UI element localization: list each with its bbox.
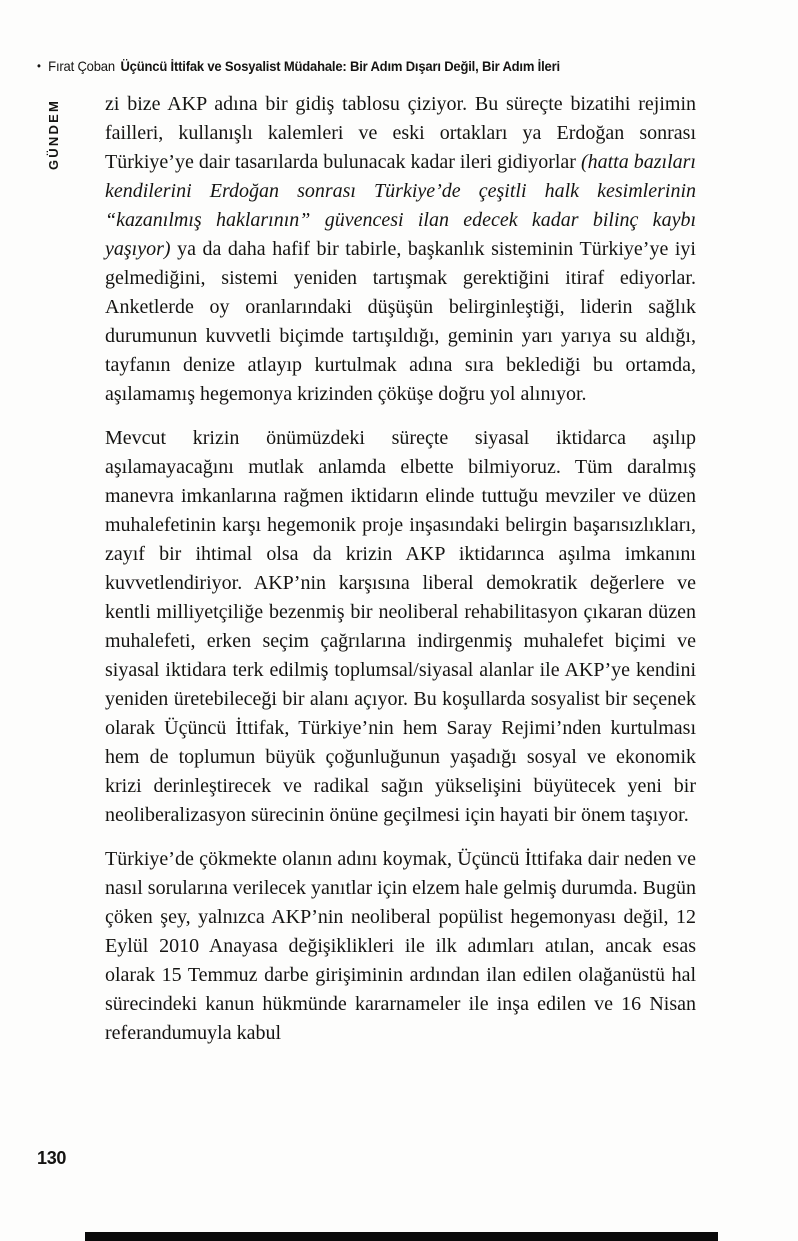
next-page-edge: [85, 1232, 718, 1241]
header-bullet-icon: •: [37, 59, 41, 73]
section-label-vertical: GÜNDEM: [46, 99, 61, 170]
header-author: Fırat Çoban: [48, 58, 115, 74]
page-number: 130: [37, 1148, 67, 1168]
running-header: [37, 58, 717, 74]
header-article-title: Üçüncü İttifak ve Sosyalist Müdahale: Bir Adım Dışarı Değil, Bir Adım İleri: [120, 58, 560, 74]
paragraph-1-text-continued: ya da daha hafif bir tabirle, başkanlık sisteminin Türkiye’ye iyi gelmediğini, sistemi yeniden tartışmak gerektiğini itiraf ediyorlar. Anketlerde oy oranlarındaki düşüşün belirginleştiği, liderin sağlık durumunun kuvvetli biçimde tartışıldığı, geminin yarı yarıya su aldığı, tayfanın denize atlayıp kurtulmak adına sıra beklediği bu ortamda, aşılamamış hegemonya krizinden çöküşe doğru yol alınıyor.: [105, 238, 696, 405]
paragraph-1-text: zi bize AKP adına bir gidiş tablosu çiziyor. Bu süreçte bizatihi rejimin failleri, kullanışlı kalemleri ve eski ortakları ya Erdoğan sonrası Türkiye’ye dair tasarılarda bulunacak kadar ileri gidiyorlar: [105, 93, 696, 173]
paragraph-2: Mevcut krizin önümüzdeki süreçte siyasal iktidarca aşılıp aşılamayacağını mutlak anlamda elbette bilmiyoruz. Tüm daralmış manevra imkanlarına rağmen iktidarın elinde tuttuğu mevziler ve düzen muhalefetinin karşı hegemonik proje inşasındaki belirgin başarısızlıkları, zayıf bir ihtimal olsa da krizin AKP iktidarınca aşılma imkanını kuvvetlendiriyor. AKP’nin karşısına liberal demokratik değerlere ve kentli milliyetçiliğe bezenmiş bir neoliberal rehabilitasyon çıkaran düzen muhalefeti, erken seçim çağrılarına indirgenmiş muhalefet biçimi ve siyasal iktidara terk edilmiş toplumsal/siyasal alanlar ile AKP’ye kendini yeniden üretebileceği bir alanı açıyor. Bu koşullarda sosyalist bir seçenek olarak Üçüncü İttifak, Türkiye’nin hem Saray Rejimi’nden kurtulması hem de toplumun büyük çoğunluğunun yaşadığı sosyal ve ekonomik krizi derinleştirecek ve radikal sağın yükselişini büyütecek yeni bir neoliberalizasyon sürecinin önüne geçilmesi için hayati bir önem taşıyor.: [105, 427, 696, 826]
paragraph-1: [105, 90, 696, 409]
paragraph-1-italic-aside: (hatta bazıları kendilerini Erdoğan sonrası Türkiye’de çeşitli halk kesimlerinin “kazanılmış haklarının” güvencesi ilan edecek kadar bilinç kaybı yaşıyor): [105, 151, 696, 260]
article-body: [105, 90, 696, 1063]
paragraph-3: Türkiye’de çökmekte olanın adını koymak, Üçüncü İttifaka dair neden ve nasıl sorularına verilecek yanıtlar için elzem hale gelmiş durumda. Bugün çöken şey, yalnızca AKP’nin neoliberal popülist hegemonyası değil, 12 Eylül 2010 Anayasa değişiklikleri ile ilk adımları atılan, ancak esas olarak 15 Temmuz darbe girişiminin ardından ilan edilen olağanüstü hal sürecindeki kanun hükmünde kararnameler ile inşa edilen ve 16 Nisan referandumuyla kabul: [105, 848, 696, 1044]
